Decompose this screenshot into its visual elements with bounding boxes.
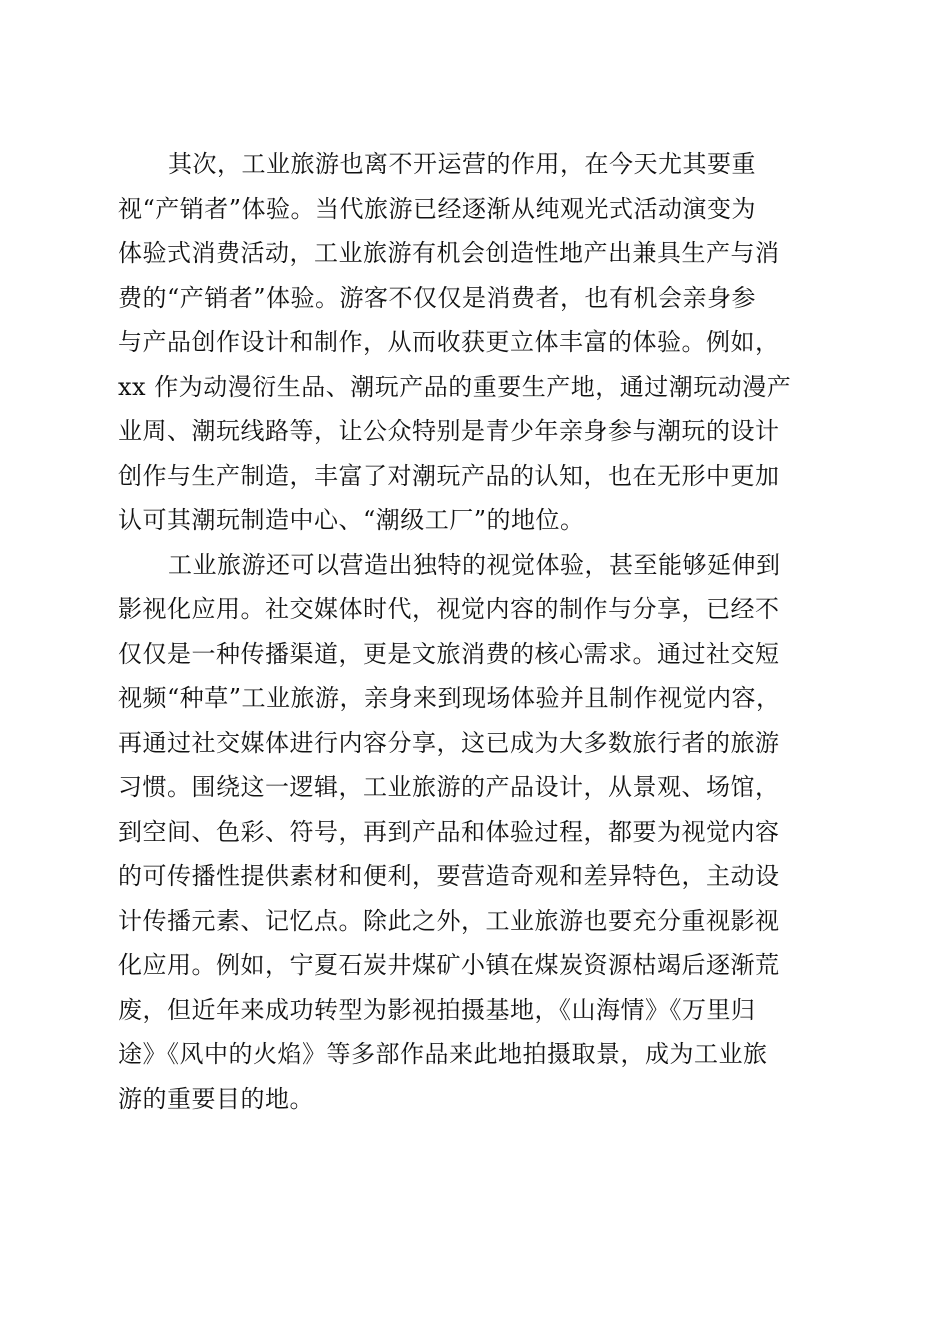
paragraph-line: 费的“产销者”体验。游客不仅仅是消费者，也有机会亲身参 — [118, 283, 757, 312]
paragraph-line: 化应用。例如，宁夏石炭井煤矿小镇在煤炭资源枯竭后逐渐荒 — [118, 951, 780, 979]
paragraph-line: 工业旅游还可以营造出独特的视觉体验，甚至能够延伸到 — [168, 550, 781, 579]
paragraph-line: 到空间、色彩、符号，再到产品和体验过程，都要为视觉内容 — [118, 817, 780, 846]
paragraph-line: 视“产销者”体验。当代旅游已经逐渐从纯观光式活动演变为 — [118, 194, 757, 223]
paragraph-line: 游的重要目的地。 — [118, 1084, 314, 1113]
document-body — [118, 142, 832, 1121]
paragraph-line: xx 作为动漫衍生品、潮玩产品的重要生产地，通过潮玩动漫产 — [118, 372, 792, 401]
paragraph-line: 的可传播性提供素材和便利，要营造奇观和差异特色，主动设 — [118, 862, 780, 890]
paragraph-line: 途》《风中的火焰》等多部作品来此地拍摄取景，成为工业旅 — [118, 1040, 768, 1068]
paragraph-line: 废，但近年来成功转型为影视拍摄基地，《山海情》《万里归 — [118, 995, 756, 1024]
paragraph-line: 再通过社交媒体进行内容分享，这已成为大多数旅行者的旅游 — [118, 728, 780, 757]
paragraph-line: 认可其潮玩制造中心、“潮级工厂”的地位。 — [118, 506, 585, 534]
paragraph-line: 影视化应用。社交媒体时代，视觉内容的制作与分享，已经不 — [118, 595, 780, 623]
paragraph-line: 其次，工业旅游也离不开运营的作用，在今天尤其要重 — [168, 150, 756, 178]
paragraph-line: 仅仅是一种传播渠道，更是文旅消费的核心需求。通过社交短 — [118, 639, 780, 668]
paragraph-line: 视频“种草”工业旅游，亲身来到现场体验并且制作视觉内容， — [118, 684, 781, 712]
paragraph-line: 创作与生产制造，丰富了对潮玩产品的认知，也在无形中更加 — [118, 461, 780, 490]
paragraph-line: 体验式消费活动，工业旅游有机会创造性地产出兼具生产与消 — [118, 239, 780, 267]
paragraph-line: 与产品创作设计和制作，从而收获更立体丰富的体验。例如， — [118, 328, 780, 356]
paragraph-1 — [118, 142, 832, 543]
paragraph-line: 习惯。围绕这一逻辑，工业旅游的产品设计，从景观、场馆， — [118, 773, 780, 801]
paragraph-line: 计传播元素、记忆点。除此之外，工业旅游也要充分重视影视 — [118, 906, 780, 935]
paragraph-2 — [118, 543, 832, 1122]
paragraph-line: 业周、潮玩线路等，让公众特别是青少年亲身参与潮玩的设计 — [118, 417, 780, 445]
